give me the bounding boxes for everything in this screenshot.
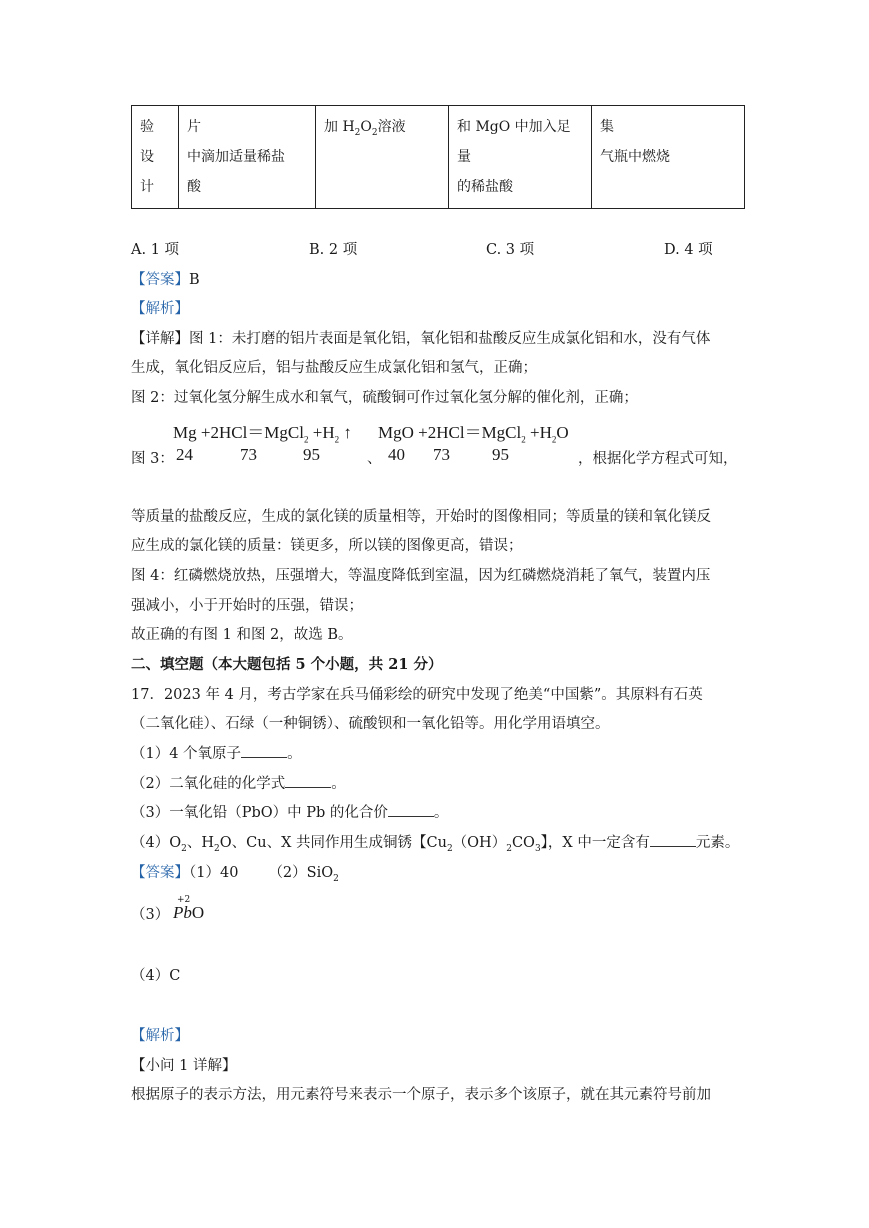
- analysis2-tag: 【解析】: [131, 1028, 189, 1044]
- answer-line: [131, 268, 200, 289]
- option-c: C. 3 项: [486, 242, 535, 258]
- mass-mgcl2-1: 95: [303, 445, 320, 464]
- pbo-formula: PbO: [173, 903, 205, 922]
- table-cell-fig2: 加 $H_2O_2$溶液: [316, 106, 449, 209]
- detail-para-4b: 强减小，小于开始时的压强，错误；: [131, 598, 363, 614]
- separator: 、: [367, 451, 382, 467]
- detail-tag: 【详解】: [131, 331, 189, 347]
- q17-sub-2: （2）二氧化硅的化学式 。: [131, 776, 346, 792]
- detail-para-2: 图 2：过氧化氢分解生成水和氧气，硫酸铜可作过氧化氢分解的催化剂，正确；: [131, 390, 638, 406]
- answer-blank: [650, 834, 696, 847]
- answer-value: B: [189, 272, 200, 288]
- equation-mg: Mg +2HCl＝MgCl$_2$ $+H_2$ ↑: [173, 423, 352, 445]
- explanation-line: 根据原子的表示方法，用元素符号来表示一个原子，表示多个该原子，就在其元素符号前加: [131, 1087, 711, 1103]
- option-a: A. 1 项: [131, 242, 180, 258]
- table-cell-fig3: 和 MgO 中加入足量 的稀盐酸: [449, 106, 592, 209]
- answer-blank: [241, 745, 287, 758]
- detail-para-4a: 图 4：红磷燃烧放热，压强增大，等温度降低到室温，因为红磷燃烧消耗了氧气，装置内压: [131, 568, 711, 584]
- mass-hcl-1: 73: [240, 445, 257, 464]
- subquestion-1-heading: 【小问 1 详解】: [131, 1058, 237, 1074]
- answer2-sub-4: （4）C: [131, 968, 181, 984]
- answer-blank: [388, 804, 434, 817]
- detail-para-1b: 生成，氧化铝反应后，铝与盐酸反应生成氯化铝和氢气，正确；: [131, 360, 537, 376]
- table-cell-fig1: 片 中滴加适量稀盐 酸: [179, 106, 316, 209]
- answer2-sub-3: （3）: [131, 907, 170, 923]
- analysis-tag: 【解析】: [131, 301, 189, 317]
- table-cell-header: 验 设 计: [132, 106, 179, 209]
- mass-mg: 24: [176, 445, 193, 464]
- detail-para-3a: 等质量的盐酸反应，生成的氯化镁的质量相等，开始时的图像相同；等质量的镁和氧化镁反: [131, 509, 711, 525]
- answer-tag: 【答案】: [131, 272, 189, 288]
- q17-sub-3: （3）一氧化铅（PbO）中 Pb 的化合价 。: [131, 805, 449, 821]
- experiment-table: [131, 105, 745, 209]
- option-b: B. 2 项: [309, 242, 358, 258]
- equation-mgo: MgO +2HCl＝MgCl$_2$ $+H_2O$: [378, 423, 569, 445]
- q17-line-1: 17．2023 年 4 月，考古学家在兵马俑彩绘的研究中发现了绝美“中国紫”。其原料有石英: [131, 687, 703, 703]
- table-cell-fig4: 集 气瓶中燃烧: [592, 106, 745, 209]
- valence-mark: +2: [177, 895, 191, 905]
- option-d: D. 4 项: [664, 242, 713, 258]
- mass-mgo: 40: [388, 445, 405, 464]
- detail-para-3b: 应生成的氯化镁的质量：镁更多，所以镁的图像更高，错误；: [131, 538, 523, 554]
- mass-mgcl2-2: 95: [492, 445, 509, 464]
- fig3-tail: ，根据化学方程式可知，: [578, 451, 738, 467]
- detail-para-5: 故正确的有图 1 和图 2，故选 B。: [131, 627, 353, 643]
- answer-blank: [285, 775, 331, 788]
- answer2-tag: 【答案】: [131, 865, 189, 881]
- mass-hcl-2: 73: [433, 445, 450, 464]
- detail-para-1a: 【详解】图 1：未打磨的铝片表面是氧化铝，氧化铝和盐酸反应生成氯化铝和水，没有气体: [131, 331, 711, 347]
- q17-sub-4: $(4)O_2$、$H_2O$、Cu、X 共同作用生成铜锈【$Cu_2(OH)_2CO_3$】，X 中一定含有 元素。: [131, 835, 740, 854]
- fig3-label: 图 3：: [131, 451, 174, 467]
- section-heading: 二、填空题（本大题包括 5 个小题，共 21 分）: [131, 656, 443, 673]
- q17-sub-1: （1）4 个氧原子 。: [131, 746, 302, 762]
- answer2-line: 【答案】（1）40 （2）SiO$_2$: [131, 865, 339, 884]
- q17-line-2: （二氧化硅）、石绿（一种铜锈）、硫酸钡和一氧化铅等。用化学用语填空。: [131, 716, 610, 732]
